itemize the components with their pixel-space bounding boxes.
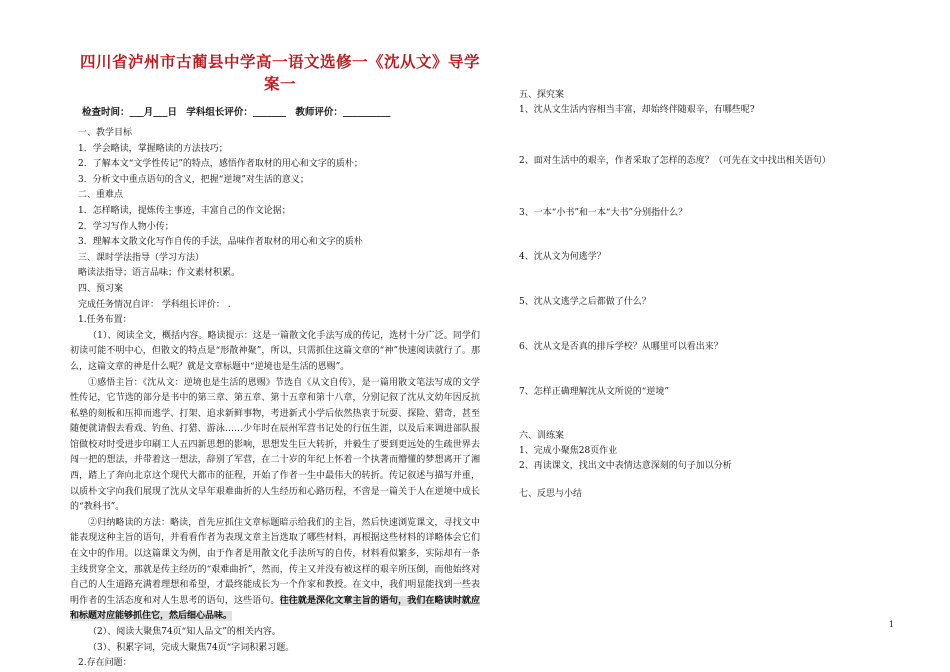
list-item: 1．怎样略读，提炼传主事迹，丰富自己的作文论据； <box>78 205 291 216</box>
highlighted-text: 往往就是深化文章主旨的语句，我们在略读时就应和标题对应能够抓住它，然后细心品味。 <box>70 595 480 622</box>
teacher-eval: 教师评价：__________ <box>295 107 391 118</box>
leader-eval: 学科组长评价：_______ <box>186 107 287 118</box>
check-info-line <box>82 104 480 118</box>
training-item: 1、完成小聚焦28页作业 <box>519 446 618 456</box>
task-item: （3）、积累字词，完成大聚焦74页“字词积累习题。 <box>88 642 295 653</box>
list-item: 略读法指导；语言品味；作文素材积累。 <box>78 268 241 279</box>
question-item: 4、沈从文为何逃学？ <box>519 252 606 262</box>
page-title: 四川省泸州市古蔺县中学高一语文选修一《沈从文》导学案一 <box>80 52 481 93</box>
check-time: 检查时间：___月___日 <box>82 107 178 118</box>
section-heading: 二、重难点 <box>78 190 124 201</box>
paragraph-method <box>70 516 480 625</box>
section-heading: 三、课时学法指导（学习方法） <box>78 252 205 263</box>
section-heading: 六、训练案 <box>519 431 565 441</box>
list-item: 3．理解本文散文化写作自传的手法，品味作者取材的用心和文字的质朴 <box>78 237 363 248</box>
paragraph-reading-tip: （1）、阅读全文，概括内容。略读提示：这是一篇散文化手法写成的传记，选材十分广泛。同学们初读可能不明中心，但散文的特点是“形散神聚”，所以，只需抓住这篇文章的“神”快速阅读就行了。那么，这篇文章的神是什么呢？就是文章标题中“逆境也是生活的恩赐”。 <box>70 330 480 372</box>
list-item: 1．学会略读，掌握略读的方法技巧； <box>78 143 228 154</box>
section-heading: 五、探究案 <box>519 90 565 100</box>
task-heading: 1.任务布置： <box>78 315 132 326</box>
question-item: 3、一本“小书”和一本“大书”分别指什么？ <box>519 208 688 218</box>
question-item: 7、怎样正确理解沈从文所说的“逆境” <box>519 387 669 397</box>
method-text: ②归纳略读的方法：略读，首先应抓住文章标题暗示给我们的主旨，然后快速浏览课文，寻找文中能表现这种主旨的语句，并看看作者为表现文章主旨选取了哪些材料，再根据这些材料的详略体会它们在文中的作用。以这篇课文为例，由于作者是用散文化手法所写的自传，材料看似繁多，实际却有一条主线贯穿全文，那就是传主经历的“艰难曲折”，然而，传主又并没有被这样的艰辛所压倒，而他始终对自己的人生道路充满着理想和希望，才最终能成长为一个作家和教授。在文中，我们明显能找到一些表明作者的生活态度和对人生思考的语句，这些语句。 <box>70 517 480 606</box>
problems-heading: 2.存在问题： <box>78 658 132 669</box>
section-heading: 七、反思与小结 <box>519 489 583 499</box>
question-item: 1、沈从文生活内容相当丰富，却始终伴随艰辛，有哪些呢? <box>519 105 755 115</box>
section-heading: 四、预习案 <box>78 283 124 294</box>
page-number: 1 <box>888 620 894 629</box>
list-item: 2．学习写作人物小传； <box>78 221 174 232</box>
question-item: 2、面对生活中的艰辛，作者采取了怎样的态度？（可先在文中找出相关语句） <box>519 156 831 166</box>
list-item: 2．了解本文“文学性传记”的特点，感悟作者取材的用心和文字的质朴； <box>78 159 363 170</box>
left-column <box>70 50 480 672</box>
paragraph-theme: ①感悟主旨：《沈从文：逆境也是生活的恩赐》节选自《从文自传》，是一篇用散文笔法写成的文学性传记，它节选的部分是书中的第三章、第五章、第十五章和第十八章，分别记叙了沈从文幼年因反抗私塾的刻板和压抑而逃学、打架、追求新鲜事物，考进新式小学后依然热衷于玩耍、探险、猎奇，甚至随便就请假去看戏、钓鱼、打猎、游泳……少年时在辰州军营书记处的行伍生涯，以及后来调进部队报馆做校对时受进步印刷工人五四新思想的影响，思想发生巨大转折，并毅生了要到更远处的生疏世界去闯一把的想法，并带着这一想法，辞别了军营，在二十岁的年纪上怀着一个执著而懵懂的梦想离开了湘西，踏上了奔向北京这个现代大都市的征程，开始了作者一生中最伟大的转折。传记叙述与描写并重，以质朴文字向我们展现了沈从文早年艰难曲折的人生经历和心路历程，不啻是一篇关于人在逆境中成长的“教科书”。 <box>70 377 480 513</box>
section-heading: 一、教学目标 <box>78 128 133 138</box>
task-item: （2）、阅读大聚焦74页“知人品文”的相关内容。 <box>88 627 281 637</box>
question-item: 6、沈从文是否真的排斥学校？从哪里可以看出来？ <box>519 342 723 352</box>
left-body <box>70 126 480 672</box>
self-eval-line: 完成任务情况自评： 学科组长评价： . <box>78 299 231 310</box>
training-item: 2、再读课文，找出文中表情达意深刻的句子加以分析 <box>519 461 732 471</box>
list-item: 3．分析文中重点语句的含义，把握“逆境”对生活的意义； <box>78 174 309 185</box>
right-column <box>519 88 899 502</box>
question-item: 5、沈从文逃学之后都做了什么？ <box>519 297 651 307</box>
